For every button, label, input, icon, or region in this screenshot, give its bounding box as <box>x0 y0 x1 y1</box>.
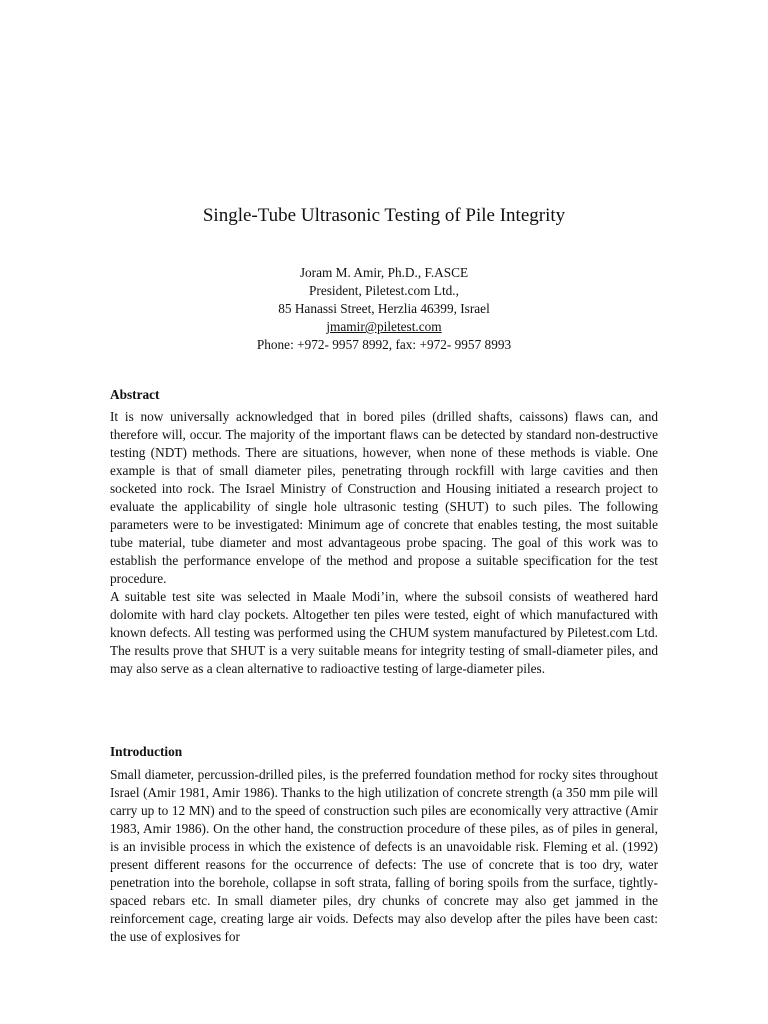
introduction-section <box>110 743 658 946</box>
abstract-paragraph: It is now universally acknowledged that in bored piles (drilled shafts, caissons) flaws can, and therefore will, occur. The majority of the important flaws can be detected by standard non-destructive testing (NDT) methods. There are situations, however, when none of these methods is viable. One example is that of small diameter piles, penetrating through rockfill with large cavities and then socketed into rock. The Israel Ministry of Construction and Housing initiated a research project to evaluate the applicability of single hole ultrasonic testing (SHUT) to such piles. The following parameters were to be investigated: Minimum age of concrete that enables testing, the most suitable tube material, tube diameter and most advantageous probe spacing. The goal of this work was to establish the performance envelope of the method and propose a suitable specification for the test procedure. <box>110 409 658 586</box>
abstract-paragraph: A suitable test site was selected in Maale Modi’in, where the subsoil consists of weathered hard dolomite with hard clay pockets. Altogether ten piles were tested, eight of which manufactured with known defects. All testing was performed using the CHUM system manufactured by Piletest.com Ltd. The results prove that SHUT is a very suitable means for integrity testing of small-diameter piles, and may also serve as a clean alternative to radioactive testing of large-diameter piles. <box>110 589 658 676</box>
abstract-section <box>110 386 658 678</box>
abstract-heading: Abstract <box>110 387 160 402</box>
introduction-heading: Introduction <box>110 744 183 759</box>
author-address: 85 Hanassi Street, Herzlia 46399, Israel <box>278 301 490 316</box>
author-email-link[interactable]: jmamir@piletest.com <box>326 319 442 334</box>
introduction-paragraph: Small diameter, percussion-drilled piles, is the preferred foundation method for rocky sites throughout Israel (Amir 1981, Amir 1986). Thanks to the high utilization of concrete strength (a 350 mm pile will carry up to 12 MN) and to the speed of construction such piles are economically very attractive (Amir 1983, Amir 1986). On the other hand, the construction procedure of these piles, as of piles in general, is an invisible process in which the existence of defects is an unavoidable risk. Fleming et al. (1992) present different reasons for the occurrence of defects: The use of concrete that is too dry, water penetration into the borehole, collapse in soft strata, falling of boring spoils from the surface, tightly-spaced rebars etc. In small diameter piles, dry chunks of concrete may also get jammed in the reinforcement cage, creating large air voids. Defects may also develop after the piles have been cast: the use of explosives for <box>110 767 658 944</box>
author-position: President, Piletest.com Ltd., <box>309 283 459 298</box>
paper-title: Single-Tube Ultrasonic Testing of Pile Integrity <box>202 205 566 226</box>
author-block <box>0 264 768 354</box>
author-phone: Phone: +972- 9957 8992, fax: +972- 9957 8993 <box>256 337 512 352</box>
author-name: Joram M. Amir, Ph.D., F.ASCE <box>299 265 469 280</box>
